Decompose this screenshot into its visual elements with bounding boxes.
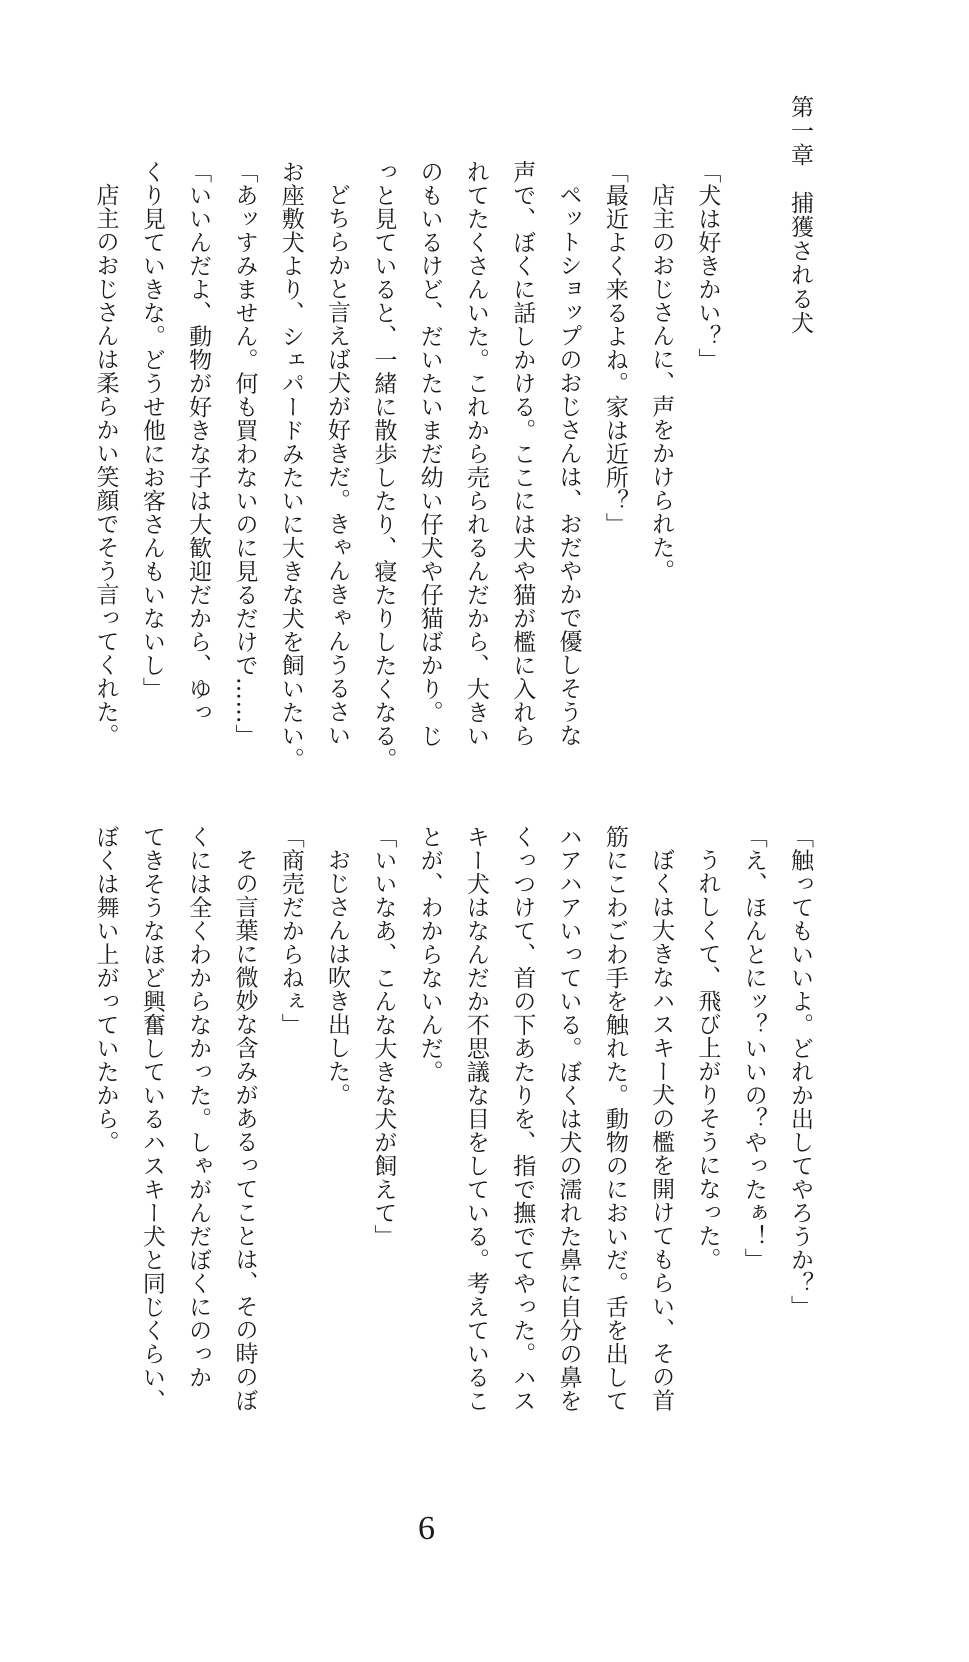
page-number-container (0, 1510, 969, 1548)
text-line: れてたくさんいた。これから売られるんだから、大きい (462, 160, 489, 748)
text-line: おじさんは吹き出した。 (324, 848, 351, 1107)
text-line: 「商売だからねぇ」 (277, 825, 304, 1037)
text-line: 「え、ほんとにッ？いいの？やったぁ！」 (740, 825, 767, 1272)
text-line: 「最近よく来るよね。家は近所？」 (601, 160, 628, 536)
text-line: 「犬は好きかい？」 (694, 160, 721, 372)
text-line: とが、わからないんだ。 (416, 825, 443, 1084)
text-line: っと見ていると、一緒に散歩したり、寝たりしたくなる。 (370, 160, 397, 771)
text-line: くり見ていきな。どうせ他にお客さんもいないし」 (138, 160, 165, 701)
text-line: お座敷犬より、シェパードみたいに大きな犬を飼いたい。 (277, 160, 304, 771)
text-line: ペットショップのおじさんは、おだやかで優しそうな (555, 183, 582, 747)
text-line: くっつけて、首の下あたりを、指で撫でてやった。ハス (509, 825, 536, 1413)
text-line: ぼくは舞い上がっていたから。 (92, 825, 119, 1154)
text-line: のもいるけど、だいたいまだ幼い仔犬や仔猫ばかり。じ (416, 160, 443, 748)
text-line: くには全くわからなかった。しゃがんだぼくにのっか (185, 825, 212, 1389)
text-line: その言葉に微妙な含みがあるってことは、その時のぼ (231, 848, 258, 1412)
text-line: 店主のおじさんに、声をかけられた。 (648, 183, 675, 583)
page-number: 6 (418, 1510, 435, 1547)
text-line: ぼくは大きなハスキー犬の檻を開けてもらい、その首 (648, 848, 675, 1412)
text-line: キー犬はなんだか不思議な目をしている。考えているこ (462, 825, 489, 1413)
text-line: 「触ってもいいよ。どれか出してやろうか？」 (787, 825, 813, 1319)
text-line: ハアハアいっている。ぼくは犬の濡れた鼻に自分の鼻を (555, 825, 582, 1413)
text-line: 店主のおじさんは柔らかい笑顔でそう言ってくれた。 (92, 183, 119, 747)
text-line: どちらかと言えば犬が好きだ。きゃんきゃんうるさい (324, 183, 351, 747)
text-line: 「いいなあ、こんな大きな犬が飼えて」 (370, 825, 397, 1248)
lower-text-block (82, 825, 823, 1413)
text-line: 声で、ぼくに話しかける。ここには犬や猫が檻に入れら (509, 160, 536, 748)
chapter-title: 第一章 捕獲される犬 (787, 95, 813, 335)
text-line: てきそうなほど興奮しているハスキー犬と同じくらい、 (138, 825, 165, 1413)
text-line: 「いいんだよ、動物が好きな子は大歓迎だから、ゆっ (185, 160, 212, 724)
text-line: 「あッすみません。何も買わないのに見るだけで……」 (231, 160, 258, 748)
upper-text-block (82, 95, 823, 771)
text-line: 筋にこわごわ手を触れた。動物のにおいだ。舌を出して (601, 825, 628, 1413)
text-line: うれしくて、飛び上がりそうになった。 (694, 848, 721, 1271)
